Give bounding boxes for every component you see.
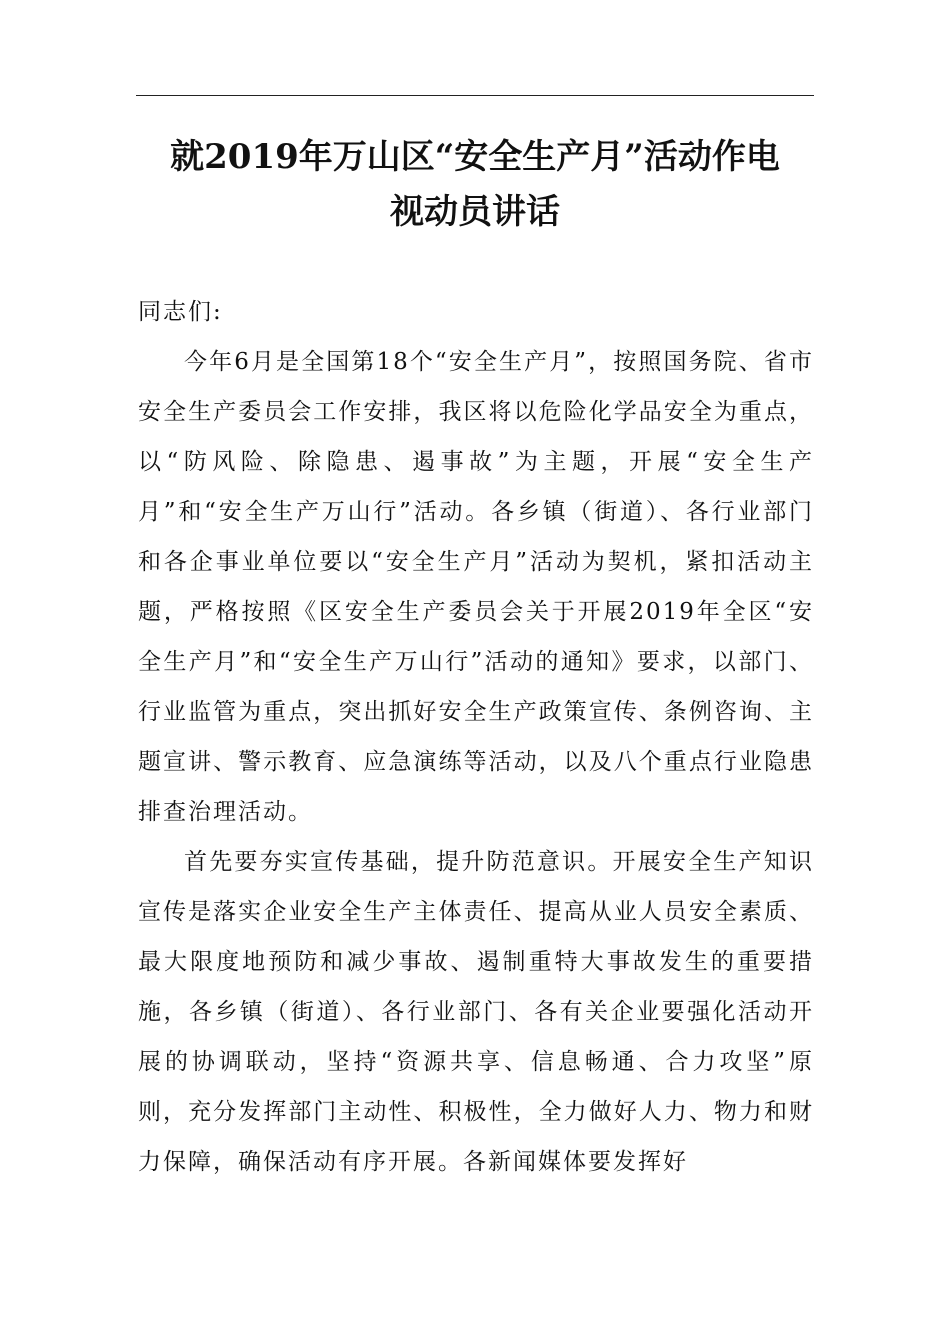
- paragraph-2: 首先要夯实宣传基础，提升防范意识。开展安全生产知识宣传是落实企业安全生产主体责任、提高从业人员安全素质、最大限度地预防和减少事故、遏制重特大事故发生的重要措施，各乡镇（街道）、各行业部门、各有关企业要强化活动开展的协调联动，坚持“资源共享、信息畅通、合力攻坚”原则，充分发挥部门主动性、积极性，全力做好人力、物力和财力保障，确保活动有序开展。各新闻媒体要发挥好: [138, 849, 814, 1175]
- title-line-2: 视动员讲话: [390, 192, 560, 232]
- document-body: [138, 287, 814, 1187]
- paragraph-1: 今年6月是全国第18个“安全生产月”，按照国务院、省市安全生产委员会工作安排，我区将以危险化学品安全为重点，以“防风险、除隐患、遏事故”为主题，开展“安全生产月”和“安全生产万山行”活动。各乡镇（街道）、各行业部门和各企事业单位要以“安全生产月”活动为契机，紧扣活动主题，严格按照《区安全生产委员会关于开展2019年全区“安全生产月”和“安全生产万山行”活动的通知》要求，以部门、行业监管为重点，突出抓好安全生产政策宣传、条例咨询、主题宣讲、警示教育、应急演练等活动，以及八个重点行业隐患排查治理活动。: [138, 349, 814, 825]
- header-rule: [136, 95, 814, 96]
- document-title: [136, 130, 814, 240]
- salutation: 同志们:: [138, 299, 223, 325]
- title-line-1: 就2019年万山区“安全生产月”活动作电: [170, 137, 780, 177]
